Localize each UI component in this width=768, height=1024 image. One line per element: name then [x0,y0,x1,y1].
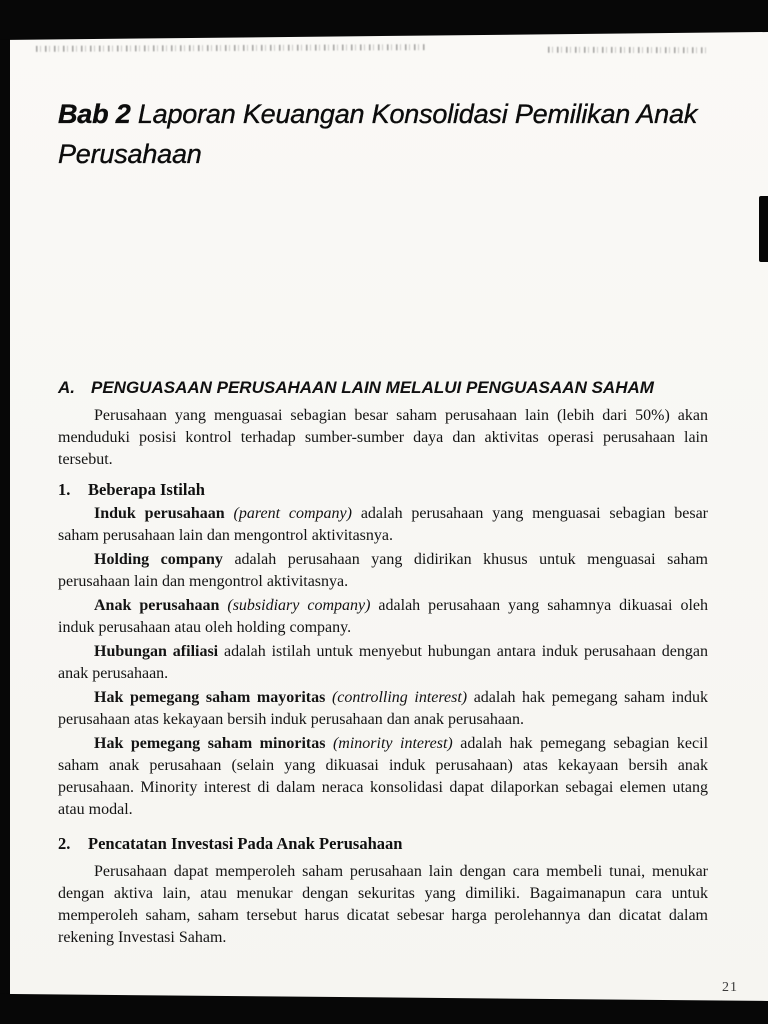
section-a-title: PENGUASAAN PERUSAHAAN LAIN MELALUI PENGUASAAN SAHAM [91,378,654,397]
section-a-label: A. [58,378,75,397]
subsection-2-label: 2. [58,834,71,853]
term-paragraph-hak-minoritas [58,733,708,821]
term-foreign: (minority interest) [325,735,453,752]
subsection-1-heading [58,479,708,501]
section-a-intro-paragraph: Perusahaan yang menguasai sebagian besar saham perusahaan lain (lebih dari 50%) akan menduduki posisi kontrol terhadap sumber-sumber daya dan aktivitas operasi perusahaan lain tersebut. [58,407,708,468]
term-name: Holding company [94,551,223,568]
scan-edge-left-bar [0,0,10,1024]
subsection-1-title: Beberapa Istilah [88,480,205,499]
chapter-title-text: Laporan Keuangan Konsolidasi Pemilikan Anak Perusahaan [58,99,698,169]
term-name: Hak pemegang saham mayoritas [94,689,326,706]
term-paragraph-holding-company [58,549,708,593]
term-definition: adalah perusahaan yang menguasai sebagian besar saham perusahaan lain dan mengontrol aktivitasnya. [58,505,708,544]
section-a-heading [58,376,708,399]
term-name: Hak pemegang saham minoritas [94,735,326,752]
term-definition: adalah hak pemegang sebagian kecil saham anak perusahaan (selain yang dikuasai induk perusahaan) atas kekayaan bersih anak perusahaan. Minority interest di dalam neraca konsolidasi dapat dilaporkan sebagai elemen utang atau modal. [58,735,709,818]
term-paragraph-hubungan-afiliasi [58,641,708,685]
term-definition: adalah perusahaan yang sahamnya dikuasai oleh induk perusahaan atau oleh holding company. [58,597,709,636]
term-foreign: (parent company) [224,505,352,522]
term-definition: adalah perusahaan yang didirikan khusus untuk menguasai saham perusahaan lain dan mengontrol aktivitasnya. [58,551,708,590]
term-definition: adalah hak pemegang saham induk perusahaan atas kekayaan bersih induk perusahaan dan anak perusahaan. [58,689,708,728]
chapter-title [58,94,708,174]
subsection-2-title: Pencatatan Investasi Pada Anak Perusahaan [88,834,403,853]
term-paragraph-hak-mayoritas [58,687,708,731]
subsection-2-paragraph: Perusahaan dapat memperoleh saham perusahaan lain dengan cara membeli tunai, menukar dengan aktiva lain, atau menukar dengan sekuritas yang dimiliki. Bagaimanapun cara untuk memperoleh saham, saham tersebut harus dicatat sebesar harga perolehannya dan dicatat dalam rekening Investasi Saham. [58,863,708,946]
term-paragraph-induk-perusahaan [58,503,708,547]
term-definition: adalah istilah untuk menyebut hubungan antara induk perusahaan dengan anak perusahaan. [58,643,709,682]
scan-edge-right-mark [759,196,768,262]
term-name: Induk perusahaan [94,505,225,522]
subsection-1-label: 1. [58,480,71,499]
term-foreign: (subsidiary company) [219,597,371,614]
term-name: Anak perusahaan [94,597,220,614]
scan-edge-bottom-bar [0,992,768,1024]
term-foreign: (controlling interest) [325,689,468,706]
page-number: 21 [722,980,738,995]
chapter-number: Bab 2 [58,99,131,129]
subsection-2-heading [58,833,708,855]
term-paragraph-anak-perusahaan [58,595,708,639]
term-name: Hubungan afiliasi [94,643,219,660]
